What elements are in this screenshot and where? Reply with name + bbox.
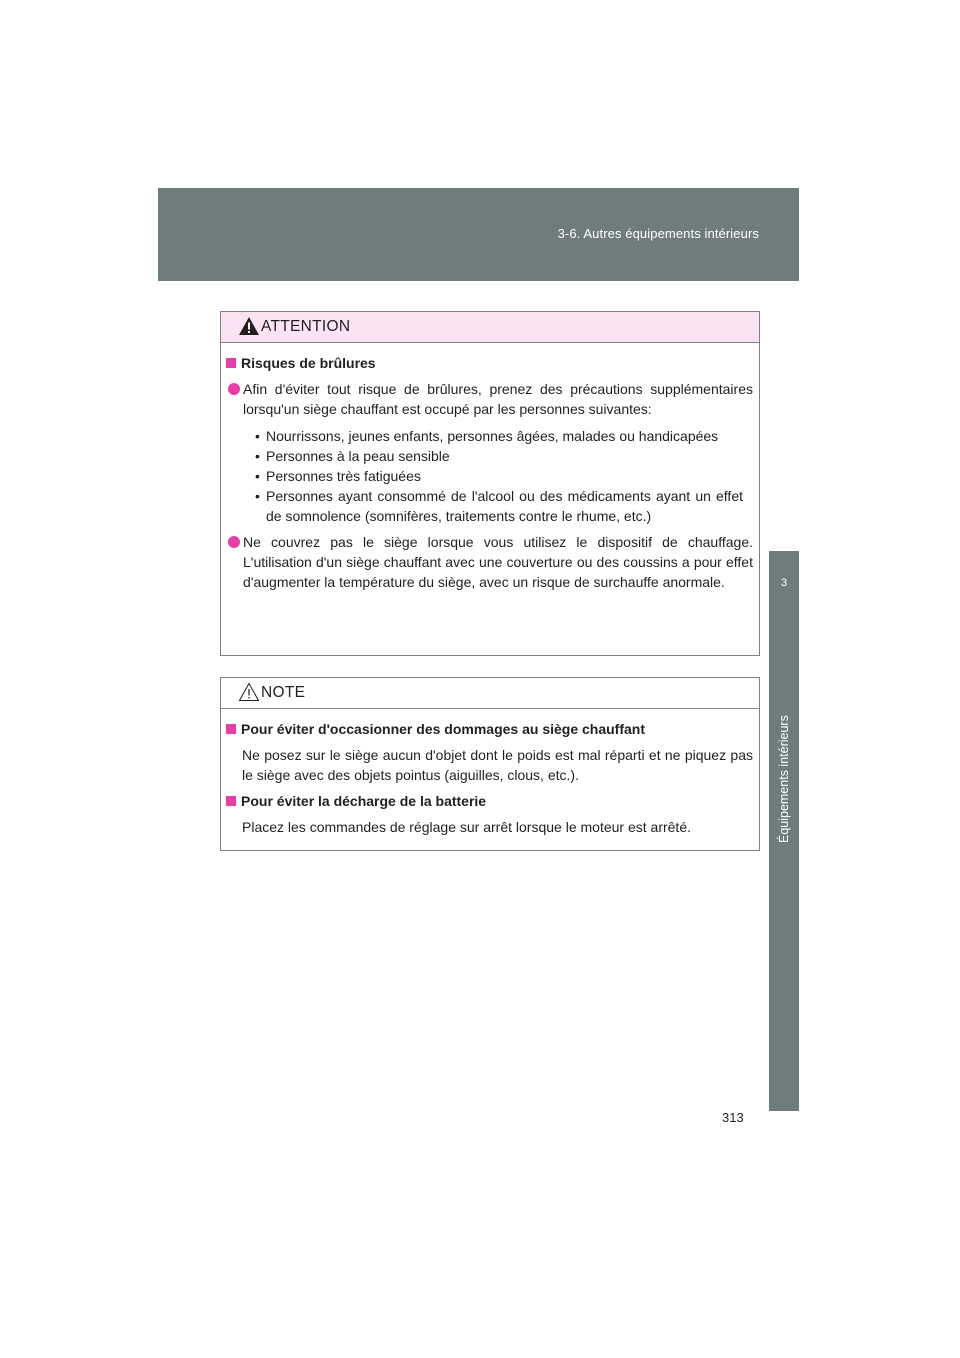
warning-triangle-outline-icon <box>238 682 260 702</box>
note-section-1-title: Pour éviter d'occasionner des dommages au siège chauffant <box>226 719 753 739</box>
list-item: • Personnes ayant consommé de l'alcool ou des médicaments ayant un effet de somnolence (somnifères, traitements contre le rhume, etc.) <box>255 488 743 524</box>
note-header <box>221 678 759 709</box>
header-band <box>158 188 799 281</box>
square-bullet-icon <box>226 724 236 734</box>
attention-item-1 <box>226 379 753 419</box>
round-bullet-icon <box>228 383 240 395</box>
note-box <box>220 677 760 851</box>
chapter-tab <box>769 551 799 1111</box>
page-number: 313 <box>722 1110 744 1125</box>
note-section-2-title: Pour éviter la décharge de la batterie <box>226 791 753 811</box>
note-section-2-text: Placez les commandes de réglage sur arrêt lorsque le moteur est arrêté. <box>242 819 691 835</box>
square-bullet-icon <box>226 358 236 368</box>
attention-item-2-text: Ne couvrez pas le siège lorsque vous utilisez le dispositif de chauffage. L'utilisation d'un siège chauffant avec une couverture ou des coussins a pour effet d'augmenter la température du siège, avec un risque de surchauffe anormale. <box>243 534 753 590</box>
attention-item-1-text: Afin d'éviter tout risque de brûlures, prenez des précautions supplémentaires lorsqu'un siège chauffant est occupé par les personnes suivantes: <box>243 381 753 417</box>
square-bullet-icon <box>226 796 236 806</box>
chapter-label: Équipements intérieurs <box>777 715 791 843</box>
list-item: • Nourrissons, jeunes enfants, personnes âgées, malades ou handicapées <box>255 428 719 444</box>
chapter-number: 3 <box>780 577 788 589</box>
attention-box <box>220 311 760 656</box>
attention-section-title: Risques de brûlures <box>241 355 376 371</box>
attention-section <box>226 353 753 373</box>
note-heading: NOTE <box>261 684 306 701</box>
list-item: • Personnes à la peau sensible <box>255 448 450 464</box>
attention-body <box>221 343 759 592</box>
round-bullet-icon <box>228 536 240 548</box>
attention-heading: ATTENTION <box>261 318 351 335</box>
warning-triangle-filled-icon <box>238 316 260 336</box>
attention-header <box>221 312 759 343</box>
affected-persons-list <box>226 426 753 526</box>
attention-item-2 <box>226 532 753 592</box>
note-section-1-text: Ne posez sur le siège aucun d'objet dont le poids est mal réparti et ne piquez pas le siège avec des objets pointus (aiguilles, clous, etc.). <box>242 747 753 783</box>
section-title: 3-6. Autres équipements intérieurs <box>557 226 759 241</box>
list-item: • Personnes très fatiguées <box>255 468 421 484</box>
note-body <box>221 709 759 837</box>
